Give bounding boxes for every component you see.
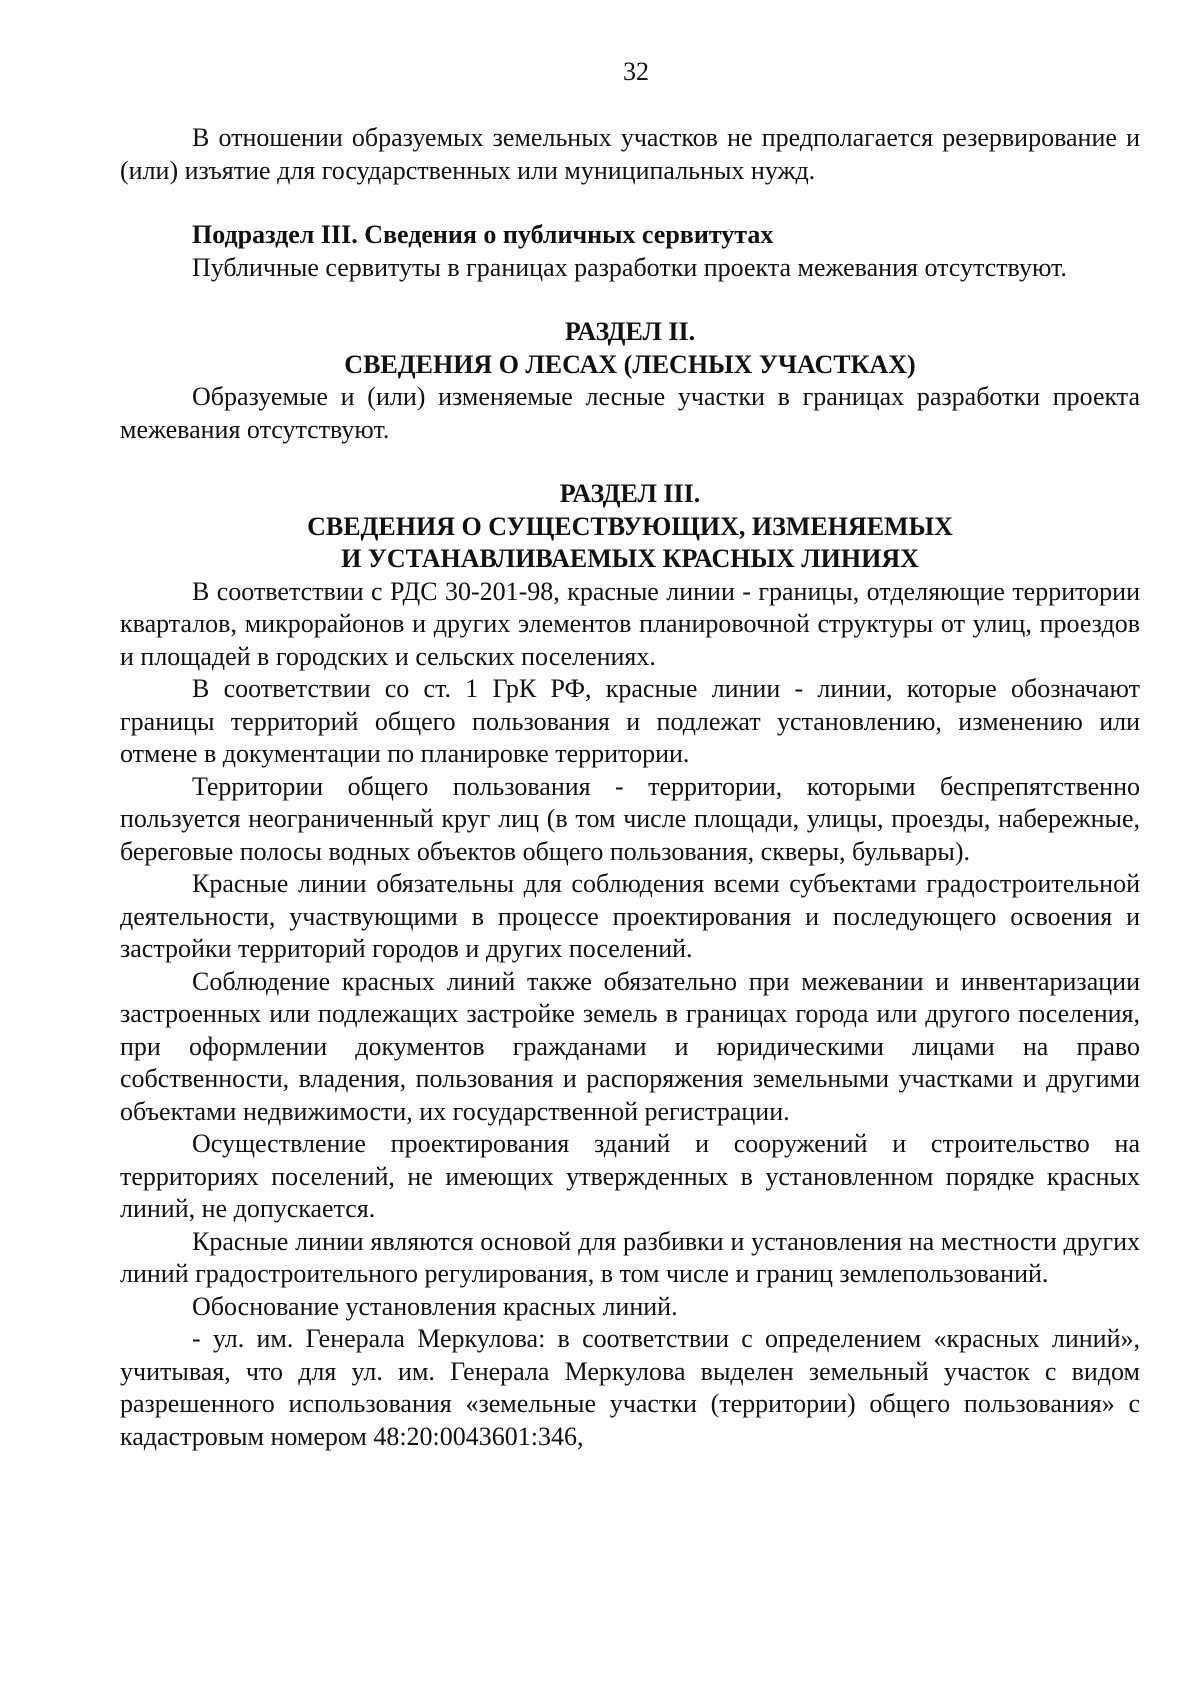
paragraph-merkulova-street: - ул. им. Генерала Меркулова: в соответствии с определением «красных линий», учитывая, что для ул. им. Генерала Меркулова выделен земельный участок с видом разрешенного использования «земельные участки (территории) общего пользования» с кадастровым номером 48:20:0043601:346, xyxy=(120,1324,1140,1451)
section-heading-red-lines-number: РАЗДЕЛ III. xyxy=(559,479,701,508)
document-body xyxy=(120,122,1140,1453)
paragraph-justification-title: Обоснование установления красных линий. xyxy=(192,1291,678,1321)
paragraph-basis: Красные линии являются основой для разбивки и установления на местности других линий градостроительного регулирования, в том числе и границ землепользований. xyxy=(120,1226,1140,1288)
paragraph-rds-definition: В соответствии с РДС 30-201-98, красные линии - границы, отделяющие территории кварталов, микрорайонов и других элементов планировочной структуры от улиц, проездов и площадей в городских и сельских поселениях. xyxy=(120,576,1140,671)
section-heading-forests xyxy=(120,316,1140,381)
paragraph-reservation: В отношении образуемых земельных участков не предполагается резервирование и (или) изъятие для государственных или муниципальных нужд. xyxy=(120,123,1140,185)
paragraph-servitudes: Публичные сервитуты в границах разработки проекта межевания отсутствуют. xyxy=(192,252,1067,282)
paragraph-forests: Образуемые и (или) изменяемые лесные участки в границах разработки проекта межевания отсутствуют. xyxy=(120,382,1140,444)
page-number: 32 xyxy=(623,57,649,86)
section-heading-forests-number: РАЗДЕЛ II. xyxy=(564,317,696,346)
paragraph-grk-definition: В соответствии со ст. 1 ГрК РФ, красные линии - линии, которые обозначают границы территорий общего пользования и подлежат установлению, изменению или отмене в документации по планировке территории. xyxy=(120,674,1140,768)
section-heading-red-lines-title-1: СВЕДЕНИЯ О СУЩЕСТВУЮЩИХ, ИЗМЕНЯЕМЫХ xyxy=(307,511,953,541)
paragraph-mandatory-lines: Красные линии обязательны для соблюдения всеми субъектами градостроительной деятельности, участвующими в процессе проектирования и последующего освоения и застройки территорий городов и других поселений. xyxy=(120,869,1140,963)
paragraph-public-territories: Территории общего пользования - территории, которыми беспрепятственно пользуется неограниченный круг лиц (в том числе площади, улицы, проезды, набережные, береговые полосы водных объектов общего пользования, скверы, бульвары). xyxy=(120,771,1140,866)
paragraph-design-restriction: Осуществление проектирования зданий и сооружений и строительство на территориях поселений, не имеющих утвержденных в установленном порядке красных линий, не допускается. xyxy=(120,1129,1140,1223)
section-heading-red-lines-title-2: И УСТАНАВЛИВАЕМЫХ КРАСНЫХ ЛИНИЯХ xyxy=(341,544,919,573)
section-heading-red-lines xyxy=(120,478,1140,576)
section-heading-forests-title: СВЕДЕНИЯ О ЛЕСАХ (ЛЕСНЫХ УЧАСТКАХ) xyxy=(344,349,916,379)
subsection-title-servitudes: Подраздел III. Сведения о публичных сервитутах xyxy=(192,220,774,249)
paragraph-compliance: Соблюдение красных линий также обязательно при межевании и инвентаризации застроенных или подлежащих застройке земель в границах города или другого поселения, при оформлении документов гражданами и юридическими лицами на право собственности, владения, пользования и распоряжения земельными участками и другими объектами недвижимости, их государственной регистрации. xyxy=(120,966,1140,1126)
